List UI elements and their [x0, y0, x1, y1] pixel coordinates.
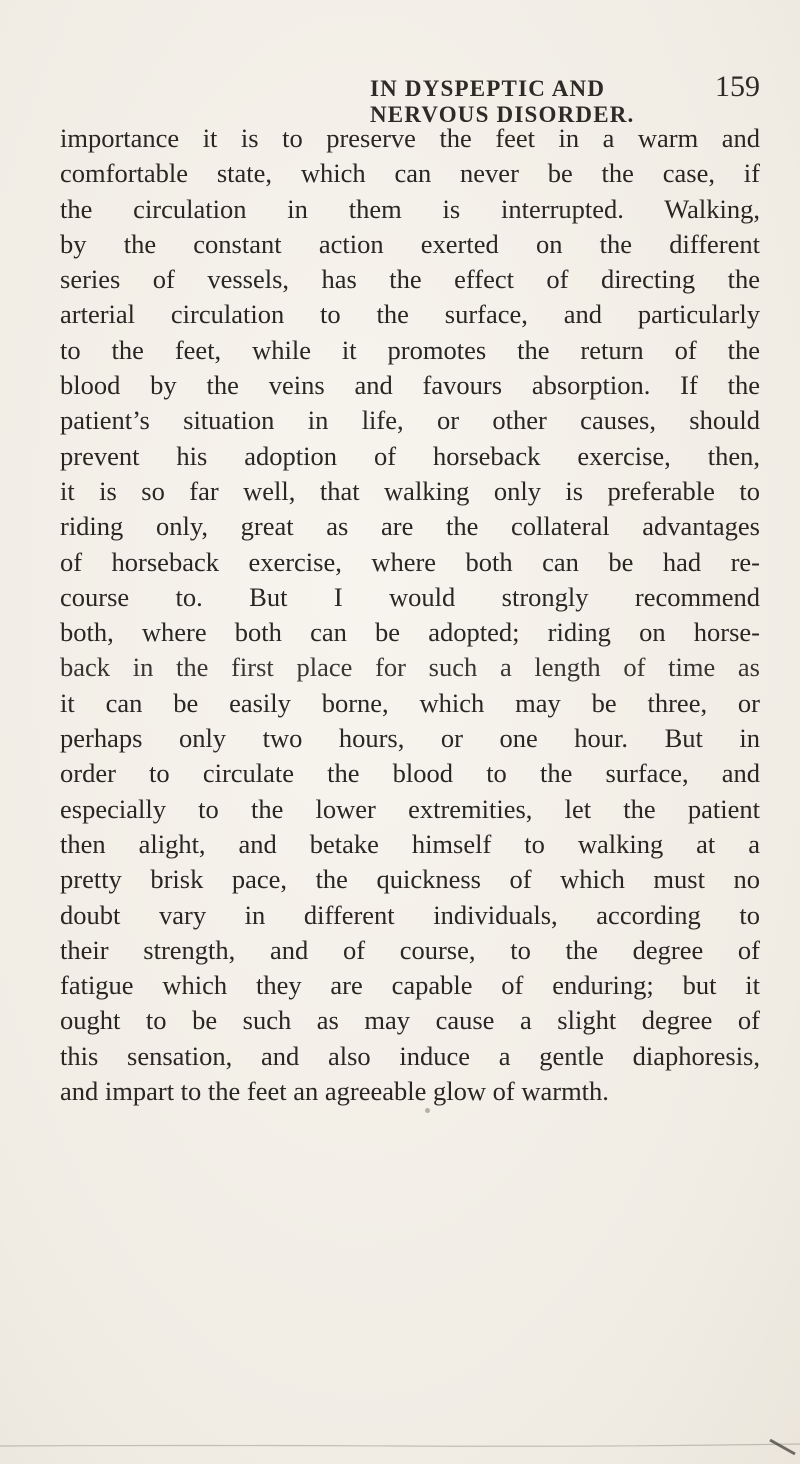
text-line: the circulation in them is interrupted. Walking,	[60, 193, 760, 224]
running-head	[370, 70, 760, 127]
page-edge-shadow	[0, 1438, 800, 1458]
text-line: arterial circulation to the surface, and particularly	[60, 299, 760, 330]
text-line: back in the first place for such a length of time as	[60, 652, 760, 683]
text-line: pretty brisk pace, the quickness of which must no	[60, 864, 760, 895]
running-head-title: IN DYSPEPTIC AND NERVOUS DISORDER.	[370, 76, 635, 127]
text-line: and impart to the feet an agreeable glow of warmth.	[60, 1076, 609, 1107]
print-speck	[425, 1108, 430, 1113]
text-line: fatigue which they are capable of enduring; but it	[60, 970, 760, 1001]
text-line: order to circulate the blood to the surface, and	[60, 758, 760, 789]
text-line: to the feet, while it promotes the return of the	[60, 334, 760, 365]
text-line: then alight, and betake himself to walking at a	[60, 828, 760, 859]
text-line: doubt vary in different individuals, according to	[60, 899, 760, 930]
text-line: ought to be such as may cause a slight degree of	[60, 1005, 760, 1036]
text-line: their strength, and of course, to the degree of	[60, 934, 760, 965]
text-line: riding only, great as are the collateral advantages	[60, 511, 760, 542]
text-line: comfortable state, which can never be the case, if	[60, 158, 760, 189]
text-line: importance it is to preserve the feet in a warm and	[60, 123, 760, 153]
text-line: it is so far well, that walking only is preferable to	[60, 475, 760, 506]
body-text	[60, 121, 760, 1109]
text-line: series of vessels, has the effect of directing the	[60, 264, 760, 295]
text-line: perhaps only two hours, or one hour. But in	[60, 723, 760, 754]
text-line: course to. But I would strongly recommend	[60, 581, 760, 612]
page-edge-line	[0, 1438, 800, 1458]
text-line: patient’s situation in life, or other causes, should	[60, 405, 760, 436]
page-number: 159	[715, 70, 760, 103]
text-line: this sensation, and also induce a gentle diaphoresis,	[60, 1040, 760, 1071]
text-line: blood by the veins and favours absorption. If the	[60, 370, 760, 401]
text-line: it can be easily borne, which may be three, or	[60, 687, 760, 718]
text-line: especially to the lower extremities, let the patient	[60, 793, 760, 824]
text-line: both, where both can be adopted; riding on horse-	[60, 617, 760, 648]
text-line: by the constant action exerted on the different	[60, 228, 760, 259]
text-line: of horseback exercise, where both can be had re-	[60, 546, 760, 577]
text-line: prevent his adoption of horseback exercise, then,	[60, 440, 760, 471]
